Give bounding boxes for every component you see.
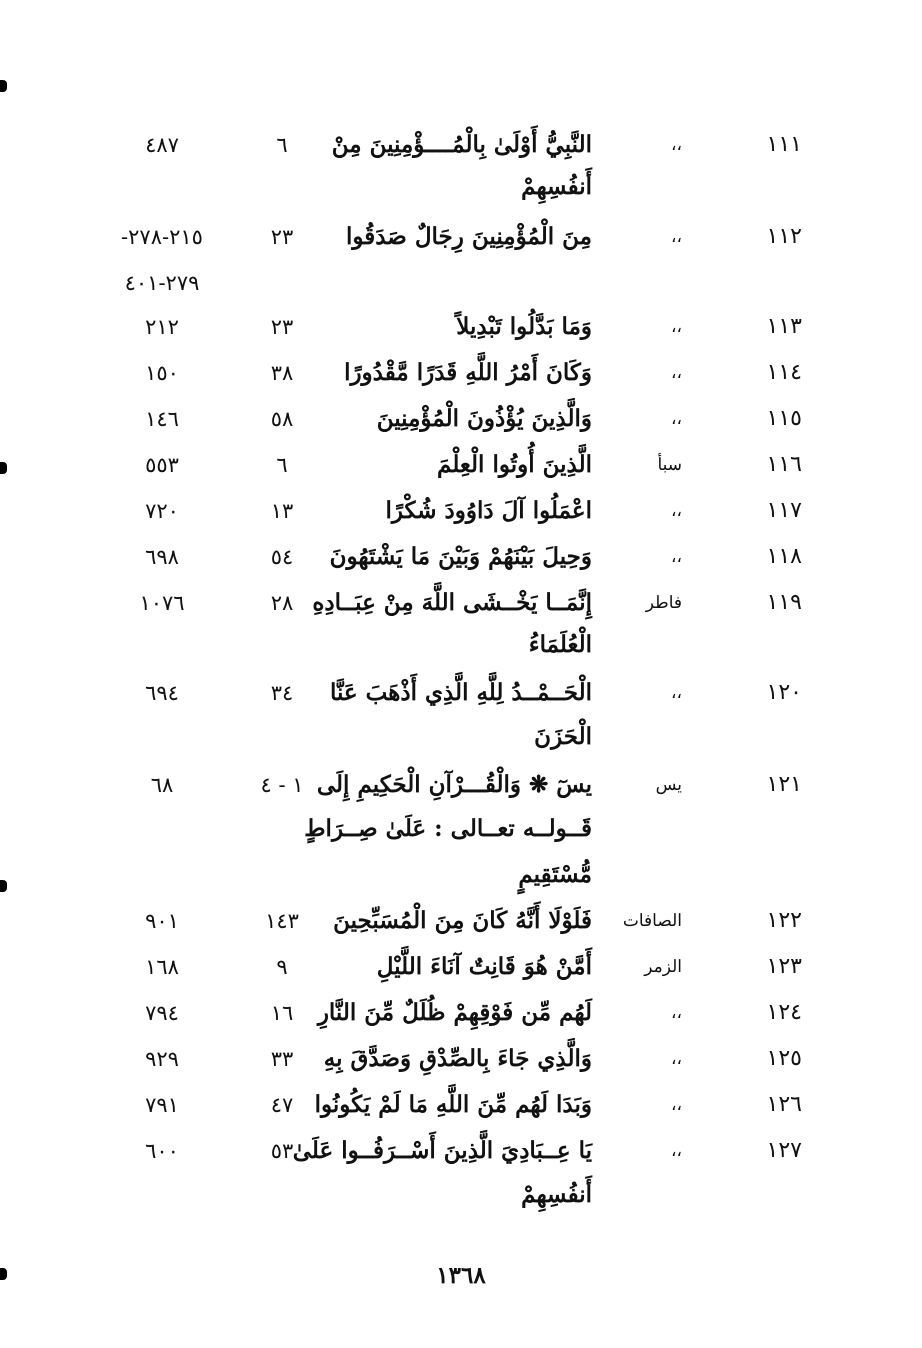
table-row (0, 1128, 922, 1174)
ayah-text: إِنَّمَــا يَخْــشَى اللَّهَ مِنْ عِبَــادِهِ (312, 589, 592, 616)
surah-name: ،، (671, 409, 682, 429)
surah-name: فاطر (645, 593, 682, 613)
ayah-text: النَّبِيُّ أَوْلَىٰ بِالْمُــــؤْمِنِينَ مِنْ (331, 131, 592, 158)
page-references: ٩٠١ (145, 909, 179, 933)
page-references: ٦٨ (150, 773, 174, 797)
scan-edge-mark (0, 1268, 7, 1280)
surah-name: ،، (671, 1141, 682, 1161)
entry-number: ١١١ (766, 132, 802, 157)
page-references: ٦٩٨ (145, 545, 179, 569)
verse-number: ٤٧ (270, 1093, 294, 1117)
ayah-text-continued: أَنفُسِهِمْ (521, 1181, 592, 1208)
verse-number: ٣٨ (270, 361, 294, 385)
entry-number: ١١٨ (766, 544, 802, 569)
entry-number: ١١٩ (766, 590, 802, 615)
entry-number: ١٢٤ (766, 1000, 802, 1025)
ayah-text: مِنَ الْمُؤْمِنِينَ رِجَالٌ صَدَقُوا (345, 223, 592, 250)
table-row (0, 1082, 922, 1128)
entry-number: ١٢١ (766, 772, 802, 797)
page-references: ٢١٢ (145, 315, 179, 339)
surah-name: يس (655, 775, 682, 795)
ayah-text: الْحَــمْــدُ لِلَّهِ الَّذِي أَذْهَبَ عَنَّا (329, 679, 592, 706)
page-references: ٧٩٤ (145, 1001, 179, 1025)
ayah-text: الَّذِينَ أُوتُوا الْعِلْمَ (437, 451, 592, 478)
verse-number: ٥٤ (270, 545, 294, 569)
entry-number: ١١٧ (766, 498, 802, 523)
entry-number: ١٢٣ (766, 954, 802, 979)
ayah-text: وَكَانَ أَمْرُ اللَّهِ قَدَرًا مَّقْدُورًا (344, 359, 592, 386)
table-row (0, 488, 922, 534)
page-references: ٧٩١ (145, 1093, 179, 1117)
entry-number: ١٢٥ (766, 1046, 802, 1071)
verse-number: ٦ (276, 453, 288, 477)
verse-number: ١ - ٤ (260, 773, 304, 797)
surah-name: ،، (671, 547, 682, 567)
surah-name: ،، (671, 683, 682, 703)
scan-edge-mark (0, 880, 7, 892)
table-row (0, 396, 922, 442)
verse-number: ٥٨ (270, 407, 294, 431)
page-number: ١٣٦٨ (436, 1262, 486, 1289)
surah-name: الصافات (622, 911, 682, 931)
page-references: ٩٢٩ (145, 1047, 179, 1071)
entry-number: ١٢٢ (766, 908, 802, 933)
entry-number: ١٢٧ (766, 1138, 802, 1163)
verse-number: ٩ (276, 955, 288, 979)
surah-name: ،، (671, 317, 682, 337)
ayah-text-continued: الْحَزَنَ (534, 723, 592, 750)
verse-number: ١٦ (270, 1001, 294, 1025)
page-references: ١٠٧٦ (139, 591, 185, 615)
ayah-text: وَمَا بَدَّلُوا تَبْدِيلاً (456, 313, 592, 340)
ayah-text: يَا عِــبَادِيَ الَّذِينَ أَسْــرَفُــوا عَلَىٰ (292, 1137, 592, 1164)
entry-number: ١٢٠ (766, 680, 802, 705)
ayah-text: اعْمَلُوا آلَ دَاوُودَ شُكْرًا (385, 497, 592, 524)
verse-number: ٦ (276, 133, 288, 157)
entry-number: ١١٤ (766, 360, 802, 385)
scan-edge-mark (0, 462, 7, 474)
page-references: ٦٠٠ (145, 1139, 179, 1163)
entry-number: ١٢٦ (766, 1092, 802, 1117)
surah-name: ،، (671, 363, 682, 383)
page-references: ١٦٨ (145, 955, 179, 979)
table-row (0, 304, 922, 350)
table-row (0, 1036, 922, 1082)
ayah-text-continued: الْعُلَمَاءُ (528, 631, 592, 658)
ayah-text-continued: قَــولــه تعــالى : عَلَىٰ صِــرَاطٍ (304, 815, 592, 842)
surah-name: ،، (671, 1095, 682, 1115)
ayah-text: وَبَدَا لَهُم مِّنَ اللَّهِ مَا لَمْ يَكُونُوا (314, 1091, 592, 1118)
ayah-text-continued: أَنفُسِهِمْ (521, 173, 592, 200)
verse-number: ٣٤ (270, 681, 294, 705)
surah-name: الزمر (644, 957, 682, 977)
entry-number: ١١٦ (766, 452, 802, 477)
ayah-text: وَالَّذِي جَاءَ بِالصِّدْقِ وَصَدَّقَ بِهِ (323, 1045, 592, 1072)
verse-number: ٥٣ (270, 1139, 294, 1163)
table-row (0, 350, 922, 396)
table-row (0, 534, 922, 580)
surah-name: سبأ (657, 455, 682, 475)
table-row (0, 762, 922, 808)
table-row (0, 214, 922, 260)
ayah-text: وَحِيلَ بَيْنَهُمْ وَبَيْنَ مَا يَشْتَهُونَ (329, 543, 592, 570)
table-row (0, 122, 922, 168)
entry-number: ١١٥ (766, 406, 802, 431)
ayah-text: لَهُم مِّن فَوْقِهِمْ ظُلَلٌ مِّنَ النَّارِ (317, 999, 592, 1026)
page-references: ٤٨٧ (145, 133, 179, 157)
page-references: ٢١٥-٢٧٨- (121, 225, 203, 249)
verse-number: ٢٨ (270, 591, 294, 615)
verse-number: ٢٣ (270, 315, 294, 339)
ayah-text: يسٓ ❋ وَالْقُـــرْآنِ الْحَكِيمِ إِلَى (316, 771, 592, 798)
verse-number: ٢٣ (270, 225, 294, 249)
surah-name: ،، (671, 501, 682, 521)
ayah-text: فَلَوْلَا أَنَّهُ كَانَ مِنَ الْمُسَبِّحِينَ (333, 907, 592, 934)
page-references: ١٤٦ (145, 407, 179, 431)
verse-number: ٣٣ (270, 1047, 294, 1071)
surah-name: ،، (671, 1049, 682, 1069)
surah-name: ،، (671, 135, 682, 155)
table-row (0, 580, 922, 626)
scan-edge-mark (0, 80, 7, 92)
verse-number: ١٤٣ (265, 909, 299, 933)
ayah-text: وَالَّذِينَ يُؤْذُونَ الْمُؤْمِنِينَ (376, 405, 592, 432)
entry-number: ١١٣ (766, 314, 802, 339)
table-row (0, 442, 922, 488)
verse-number: ١٣ (270, 499, 294, 523)
surah-name: ،، (671, 227, 682, 247)
table-row (0, 898, 922, 944)
page-references: ١٥٠ (145, 361, 179, 385)
table-row (0, 670, 922, 716)
table-row (0, 944, 922, 990)
table-row (0, 990, 922, 1036)
page-references: ٧٢٠ (145, 499, 179, 523)
entry-number: ١١٢ (766, 224, 802, 249)
page-references: ٦٩٤ (145, 681, 179, 705)
ayah-text: أَمَّنْ هُوَ قَانِتٌ آنَاءَ اللَّيْلِ (376, 953, 592, 980)
ayah-text-continued: مُّسْتَقِيمٍ (518, 861, 592, 888)
surah-name: ،، (671, 1003, 682, 1023)
page-references: ٥٥٣ (145, 453, 179, 477)
page-references-continued: ٢٧٩-٤٠١ (124, 271, 200, 295)
